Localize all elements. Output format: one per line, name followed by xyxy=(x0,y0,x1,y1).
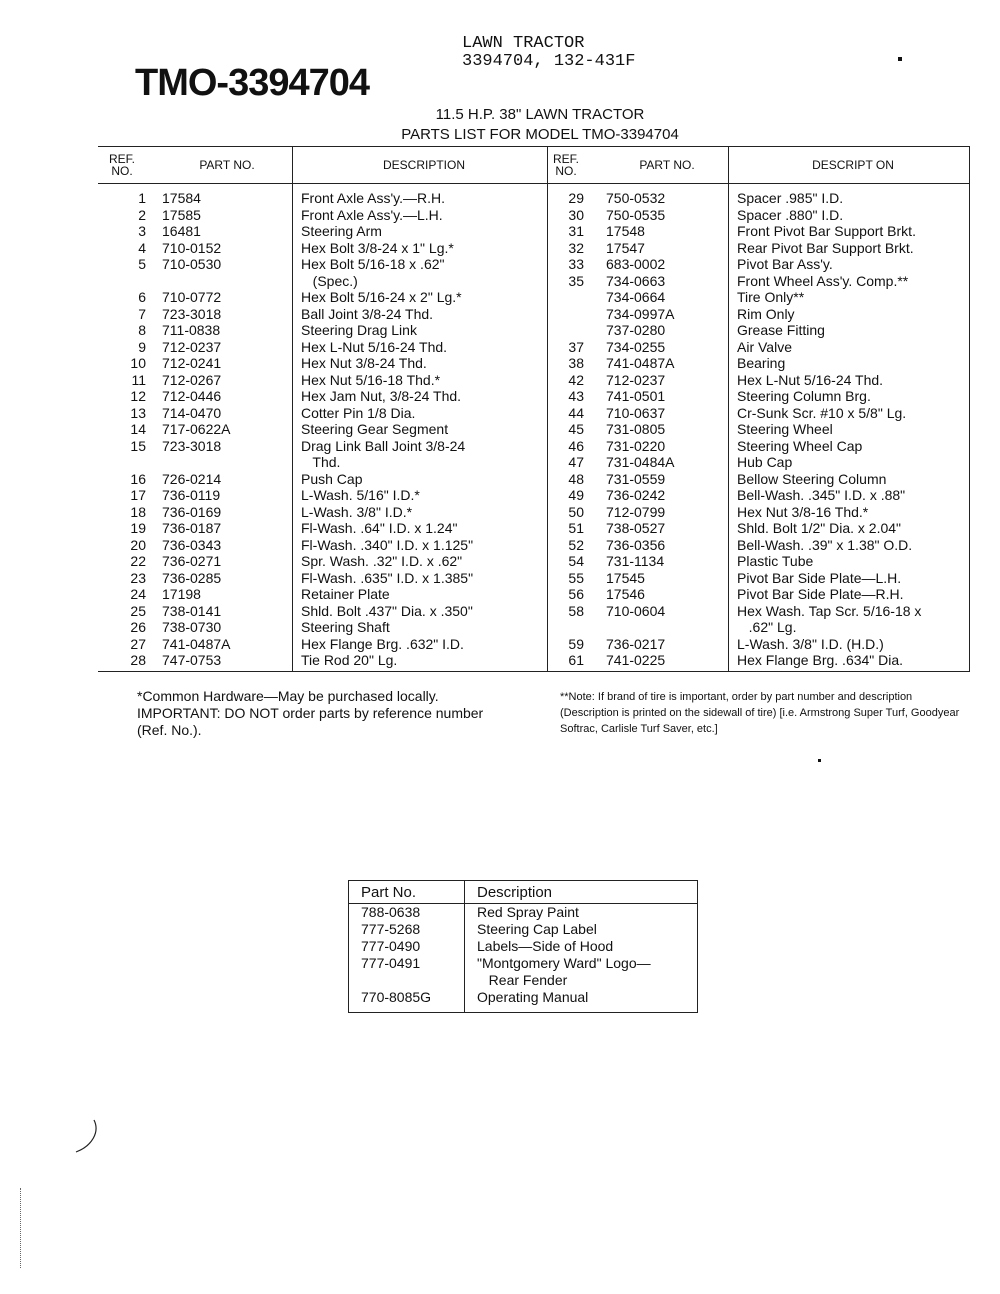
table-row xyxy=(98,388,970,405)
cell-ref-no-2: 30 xyxy=(548,207,591,224)
table-row xyxy=(98,586,970,603)
cell-description: Labels—Side of Hood xyxy=(477,938,614,954)
cell-part-no: 736-0343 xyxy=(162,536,222,553)
cell-part-no-2: 736-0356 xyxy=(606,536,666,553)
table-row xyxy=(98,652,970,671)
cell-description-2: .62" Lg. xyxy=(729,619,970,636)
cell-description-2: Grease Fitting xyxy=(729,322,970,339)
cell-part-no xyxy=(152,273,293,290)
cell-description: Hex Bolt 5/16-18 x .62" xyxy=(293,256,548,273)
cell-description: Front Axle Ass'y.—L.H. xyxy=(293,207,548,224)
cell-part-no: 741-0487A xyxy=(162,635,231,652)
cell-ref-no xyxy=(98,454,152,471)
cell-part-no-2: 712-0799 xyxy=(606,503,666,520)
cell-ref-no-2: 61 xyxy=(548,652,591,671)
cell-description: "Montgomery Ward" Logo— xyxy=(477,955,651,971)
cell-part-no: 723-3018 xyxy=(162,437,222,454)
cell-description: Ball Joint 3/8-24 Thd. xyxy=(293,306,548,323)
tractor-type: LAWN TRACTOR xyxy=(462,34,585,53)
parts-table-header xyxy=(98,147,970,184)
table-row xyxy=(98,421,970,438)
cell-part-no-2: 683-0002 xyxy=(606,256,666,272)
cell-ref-no: 25 xyxy=(130,602,146,619)
cell-description: Steering Drag Link xyxy=(293,322,548,339)
cell-ref-no-2 xyxy=(548,289,591,306)
cell-description-2: Rear Pivot Bar Support Brkt. xyxy=(729,240,970,257)
cell-ref-no-2 xyxy=(548,619,591,636)
cell-description: Hex Nut 5/16-18 Thd.* xyxy=(293,372,548,389)
cell-part-no: 736-0271 xyxy=(162,553,222,569)
cell-part-no: 17585 xyxy=(162,206,201,223)
cell-ref-no: 2 xyxy=(138,206,146,223)
cell-description: Hex Flange Brg. .632" I.D. xyxy=(293,636,548,653)
cell-part-no-2: 750-0535 xyxy=(606,206,666,223)
parts-table xyxy=(98,146,970,672)
cell-description-2: Spacer .985" I.D. xyxy=(729,184,970,207)
cell-part-no: 777-0491 xyxy=(349,955,465,972)
cell-part-no-2: 731-0484A xyxy=(606,454,675,470)
cell-ref-no-2: 50 xyxy=(548,504,591,521)
cell-ref-no: 1 xyxy=(138,190,146,206)
cell-description: L-Wash. 5/16" I.D.* xyxy=(293,487,548,504)
cell-ref-no: 12 xyxy=(130,388,146,404)
cell-ref-no: 11 xyxy=(131,371,146,388)
cell-description-2: Bellow Steering Column xyxy=(729,471,970,488)
cell-ref-no-2: 35 xyxy=(548,273,591,290)
table-row xyxy=(98,636,970,653)
table-row xyxy=(98,619,970,636)
table-row xyxy=(98,322,970,339)
table-row xyxy=(98,223,970,240)
cell-description: Rear Fender xyxy=(477,972,568,988)
page-subtitle-parts-list: PARTS LIST FOR MODEL TMO-3394704 xyxy=(401,126,679,143)
table-row xyxy=(98,487,970,504)
cell-ref-no: 17 xyxy=(130,487,146,503)
cell-description: Push Cap xyxy=(293,471,548,488)
tick-mark xyxy=(818,759,821,762)
cell-description: Hex Bolt 5/16-24 x 2" Lg.* xyxy=(293,289,548,306)
misc-table-body xyxy=(349,904,698,1013)
col-ref-no: REF. NO. xyxy=(98,147,152,184)
cell-part-no: 777-0490 xyxy=(349,938,465,955)
cell-description: Retainer Plate xyxy=(293,586,548,603)
cell-description: Hex Jam Nut, 3/8-24 Thd. xyxy=(293,388,548,405)
cell-ref-no: 15 xyxy=(130,437,146,454)
table-row xyxy=(98,289,970,306)
table-row xyxy=(98,273,970,290)
cell-ref-no: 28 xyxy=(98,652,152,671)
cell-part-no: 710-0152 xyxy=(162,239,222,256)
cell-description-2: Hex Flange Brg. .634" Dia. xyxy=(729,652,970,671)
cell-part-no-2: 17547 xyxy=(606,239,645,256)
cell-ref-no: 26 xyxy=(130,619,146,635)
table-row xyxy=(349,904,698,922)
cell-part-no: 723-3018 xyxy=(162,305,222,322)
cell-description: Tie Rod 20" Lg. xyxy=(293,652,548,671)
cell-part-no-2 xyxy=(590,619,729,636)
cell-part-no: 736-0285 xyxy=(162,569,222,586)
cell-part-no-2: 17548 xyxy=(606,223,645,239)
cell-part-no-2: 736-0217 xyxy=(606,635,666,652)
cell-ref-no: 4 xyxy=(138,239,146,256)
cell-description-2: Steering Wheel Cap xyxy=(729,438,970,455)
cell-part-no: 736-0119 xyxy=(162,487,221,503)
misc-parts-table xyxy=(348,880,698,1013)
cell-description: Hex Nut 3/8-24 Thd. xyxy=(293,355,548,372)
cell-part-no-2: 734-0255 xyxy=(606,338,666,355)
cell-part-no: 736-0169 xyxy=(162,503,222,520)
cell-description: Hex L-Nut 5/16-24 Thd. xyxy=(293,339,548,356)
cell-description-2: Hex Nut 3/8-16 Thd.* xyxy=(729,504,970,521)
cell-part-no: 714-0470 xyxy=(162,404,222,421)
cell-ref-no-2: 33 xyxy=(548,256,591,273)
cell-ref-no-2: 37 xyxy=(548,339,591,356)
cell-part-no-2: 737-0280 xyxy=(606,322,666,338)
cell-description-2: Hex L-Nut 5/16-24 Thd. xyxy=(729,372,970,389)
cell-ref-no: 7 xyxy=(138,305,146,322)
table-row xyxy=(98,339,970,356)
cell-part-no-2: 750-0532 xyxy=(606,190,666,206)
cell-part-no-2: 731-0559 xyxy=(606,470,666,487)
cell-part-no xyxy=(349,972,465,989)
cell-ref-no-2: 29 xyxy=(548,184,591,207)
cell-ref-no: 6 xyxy=(138,289,146,305)
cell-part-no xyxy=(152,454,293,471)
cell-part-no: 16481 xyxy=(162,223,201,239)
cell-description-2: Hex Wash. Tap Scr. 5/16-18 x xyxy=(729,603,970,620)
parts-table-body xyxy=(98,184,970,672)
cell-part-no: 17584 xyxy=(162,190,201,206)
cell-part-no-2: 17545 xyxy=(606,569,645,586)
cell-description-2: Shld. Bolt 1/2" Dia. x 2.04" xyxy=(729,520,970,537)
cell-ref-no: 8 xyxy=(138,322,146,338)
cell-part-no: 712-0237 xyxy=(162,338,222,355)
table-row xyxy=(98,372,970,389)
cell-description: Steering Arm xyxy=(293,223,548,240)
margin-scribble xyxy=(72,1118,102,1158)
cell-ref-no: 9 xyxy=(138,338,146,355)
cell-description: Thd. xyxy=(293,454,548,471)
cell-part-no-2: 738-0527 xyxy=(606,520,666,536)
cell-description-2: L-Wash. 3/8" I.D. (H.D.) xyxy=(729,636,970,653)
cell-part-no: 736-0187 xyxy=(162,520,222,536)
cell-ref-no-2: 48 xyxy=(548,471,591,488)
table-row xyxy=(98,454,970,471)
cell-ref-no-2: 32 xyxy=(548,240,591,257)
cell-part-no-2: 731-0220 xyxy=(606,437,666,454)
misc-table-header xyxy=(349,881,698,904)
table-row xyxy=(98,603,970,620)
cell-ref-no: 16 xyxy=(130,470,146,487)
cell-ref-no: 5 xyxy=(138,256,146,272)
cell-ref-no-2: 38 xyxy=(548,355,591,372)
cell-description: Hex Bolt 3/8-24 x 1" Lg.* xyxy=(293,240,548,257)
cell-description: Steering Shaft xyxy=(293,619,548,636)
cell-description: Operating Manual xyxy=(477,989,589,1005)
cell-part-no: 712-0267 xyxy=(162,371,222,388)
cell-description: Drag Link Ball Joint 3/8-24 xyxy=(293,438,548,455)
dot-mark xyxy=(898,57,902,61)
cell-ref-no-2 xyxy=(548,322,591,339)
cell-part-no: 717-0622A xyxy=(162,421,231,437)
cell-part-no-2: 731-0805 xyxy=(606,421,666,437)
cell-part-no-2: 734-0663 xyxy=(606,272,666,289)
cell-description-2: Cr-Sunk Scr. #10 x 5/8" Lg. xyxy=(729,405,970,422)
cell-description-2: Plastic Tube xyxy=(729,553,970,570)
col-part-no-2: PART NO. xyxy=(590,147,729,184)
cell-description-2: Pivot Bar Side Plate—L.H. xyxy=(729,570,970,587)
table-row xyxy=(98,207,970,224)
cell-part-no-2: 734-0997A xyxy=(606,305,675,322)
table-row xyxy=(98,471,970,488)
cell-description-2: Front Wheel Ass'y. Comp.** xyxy=(729,273,970,290)
cell-ref-no-2: 47 xyxy=(548,454,591,471)
col-ref-no-2: REF. NO. xyxy=(548,147,591,184)
cell-part-no: 747-0753 xyxy=(152,652,293,671)
cell-part-no-2: 710-0637 xyxy=(606,404,666,421)
cell-description-2: Bearing xyxy=(729,355,970,372)
cell-ref-no-2: 49 xyxy=(548,487,591,504)
cell-description: Shld. Bolt .437" Dia. x .350" xyxy=(293,603,548,620)
cell-ref-no: 20 xyxy=(130,536,146,553)
cell-part-no: 711-0838 xyxy=(162,322,221,338)
cell-ref-no-2: 44 xyxy=(548,405,591,422)
cell-part-no: 770-8085G xyxy=(349,989,465,1013)
cell-ref-no-2: 54 xyxy=(548,553,591,570)
cell-description-2: Pivot Bar Ass'y. xyxy=(729,256,970,273)
table-row xyxy=(98,504,970,521)
margin-dots xyxy=(20,1188,23,1268)
footnote-tire-note: **Note: If brand of tire is important, order by part number and description (Description is printed on the sidewall of tire) [i.e. Armstrong Super Turf, Goodyear Softrac, Carlisle Turf Saver, etc.] xyxy=(560,691,960,735)
cell-ref-no-2: 56 xyxy=(548,586,591,603)
cell-ref-no-2: 43 xyxy=(548,388,591,405)
col-description-2: DESCRIPT ON xyxy=(729,147,970,184)
table-row xyxy=(98,306,970,323)
cell-part-no: 777-5268 xyxy=(349,921,465,938)
cell-description-2: Bell-Wash. .345" I.D. x .88" xyxy=(729,487,970,504)
cell-ref-no-2: 55 xyxy=(548,570,591,587)
table-row xyxy=(98,520,970,537)
cell-part-no: 738-0730 xyxy=(162,619,222,635)
table-row xyxy=(98,570,970,587)
table-row xyxy=(349,921,698,938)
table-row xyxy=(98,553,970,570)
cell-description-2: Rim Only xyxy=(729,306,970,323)
cell-description-2: Steering Wheel xyxy=(729,421,970,438)
misc-col-part-no: Part No. xyxy=(349,881,465,904)
cell-part-no: 17198 xyxy=(162,586,201,602)
cell-ref-no: 10 xyxy=(130,355,146,371)
cell-ref-no: 23 xyxy=(130,569,146,586)
cell-ref-no: 18 xyxy=(130,503,146,520)
cell-description-2: Pivot Bar Side Plate—R.H. xyxy=(729,586,970,603)
cell-ref-no-2: 42 xyxy=(548,372,591,389)
col-part-no: PART NO. xyxy=(152,147,293,184)
cell-part-no: 712-0446 xyxy=(162,388,222,404)
cell-description: Front Axle Ass'y.—R.H. xyxy=(293,184,548,207)
cell-ref-no: 27 xyxy=(130,635,146,652)
table-row xyxy=(349,989,698,1013)
cell-description: Cotter Pin 1/8 Dia. xyxy=(293,405,548,422)
cell-part-no: 726-0214 xyxy=(162,470,222,487)
cell-part-no-2: 741-0487A xyxy=(606,355,675,371)
table-row xyxy=(98,537,970,554)
cell-ref-no: 13 xyxy=(130,404,146,421)
table-row xyxy=(98,240,970,257)
model-title: TMO-3394704 xyxy=(135,62,370,104)
cell-ref-no-2: 31 xyxy=(548,223,591,240)
cell-description: Red Spray Paint xyxy=(477,904,579,920)
cell-description: L-Wash. 3/8" I.D.* xyxy=(293,504,548,521)
cell-description-2: Air Valve xyxy=(729,339,970,356)
cell-part-no-2: 17546 xyxy=(606,586,645,602)
tractor-codes: 3394704, 132-431F xyxy=(462,52,636,71)
cell-description: (Spec.) xyxy=(293,273,548,290)
cell-part-no-2: 710-0604 xyxy=(606,602,666,619)
cell-description-2: Tire Only** xyxy=(729,289,970,306)
cell-part-no-2: 734-0664 xyxy=(606,289,666,305)
cell-part-no: 788-0638 xyxy=(349,904,465,922)
cell-part-no-2: 736-0242 xyxy=(606,487,666,503)
table-row xyxy=(98,184,970,207)
cell-description-2: Front Pivot Bar Support Brkt. xyxy=(729,223,970,240)
cell-part-no-2: 741-0225 xyxy=(590,652,729,671)
cell-ref-no-2: 58 xyxy=(548,603,591,620)
cell-part-no-2: 712-0237 xyxy=(606,371,666,388)
footnote-common-hardware: *Common Hardware—May be purchased locally. IMPORTANT: DO NOT order parts by reference number (Ref. No.). xyxy=(137,688,484,738)
cell-part-no-2: 741-0501 xyxy=(606,388,666,404)
cell-part-no-2: 731-1134 xyxy=(606,553,665,569)
cell-ref-no-2 xyxy=(548,306,591,323)
cell-part-no: 712-0241 xyxy=(162,355,222,371)
cell-ref-no-2: 51 xyxy=(548,520,591,537)
cell-description-2: Hub Cap xyxy=(729,454,970,471)
cell-ref-no: 19 xyxy=(130,520,146,536)
cell-description-2: Steering Column Brg. xyxy=(729,388,970,405)
cell-description: Fl-Wash. .340" I.D. x 1.125" xyxy=(293,537,548,554)
cell-description: Fl-Wash. .64" I.D. x 1.24" xyxy=(293,520,548,537)
table-row xyxy=(349,938,698,955)
cell-description: Steering Gear Segment xyxy=(293,421,548,438)
cell-description: Steering Cap Label xyxy=(477,921,597,937)
cell-ref-no-2: 46 xyxy=(548,438,591,455)
cell-part-no: 710-0772 xyxy=(162,289,222,305)
cell-description: Fl-Wash. .635" I.D. x 1.385" xyxy=(293,570,548,587)
cell-ref-no: 24 xyxy=(130,586,146,602)
cell-ref-no: 3 xyxy=(138,223,146,239)
cell-ref-no-2: 59 xyxy=(548,636,591,653)
col-description: DESCRIPTION xyxy=(293,147,548,184)
cell-ref-no xyxy=(98,273,152,290)
cell-description: Spr. Wash. .32" I.D. x .62" xyxy=(293,553,548,570)
cell-ref-no-2: 52 xyxy=(548,537,591,554)
page-subtitle: 11.5 H.P. 38" LAWN TRACTOR xyxy=(435,106,645,123)
table-row xyxy=(349,955,698,972)
table-row xyxy=(98,438,970,455)
cell-part-no: 710-0530 xyxy=(162,256,222,272)
table-row xyxy=(98,405,970,422)
table-row xyxy=(98,355,970,372)
cell-part-no: 738-0141 xyxy=(162,602,222,619)
misc-col-description: Description xyxy=(465,881,698,904)
table-row xyxy=(349,972,698,989)
cell-description-2: Bell-Wash. .39" x 1.38" O.D. xyxy=(729,537,970,554)
cell-ref-no: 14 xyxy=(130,421,146,437)
table-row xyxy=(98,256,970,273)
cell-description-2: Spacer .880" I.D. xyxy=(729,207,970,224)
cell-ref-no: 22 xyxy=(130,553,146,569)
cell-ref-no-2: 45 xyxy=(548,421,591,438)
